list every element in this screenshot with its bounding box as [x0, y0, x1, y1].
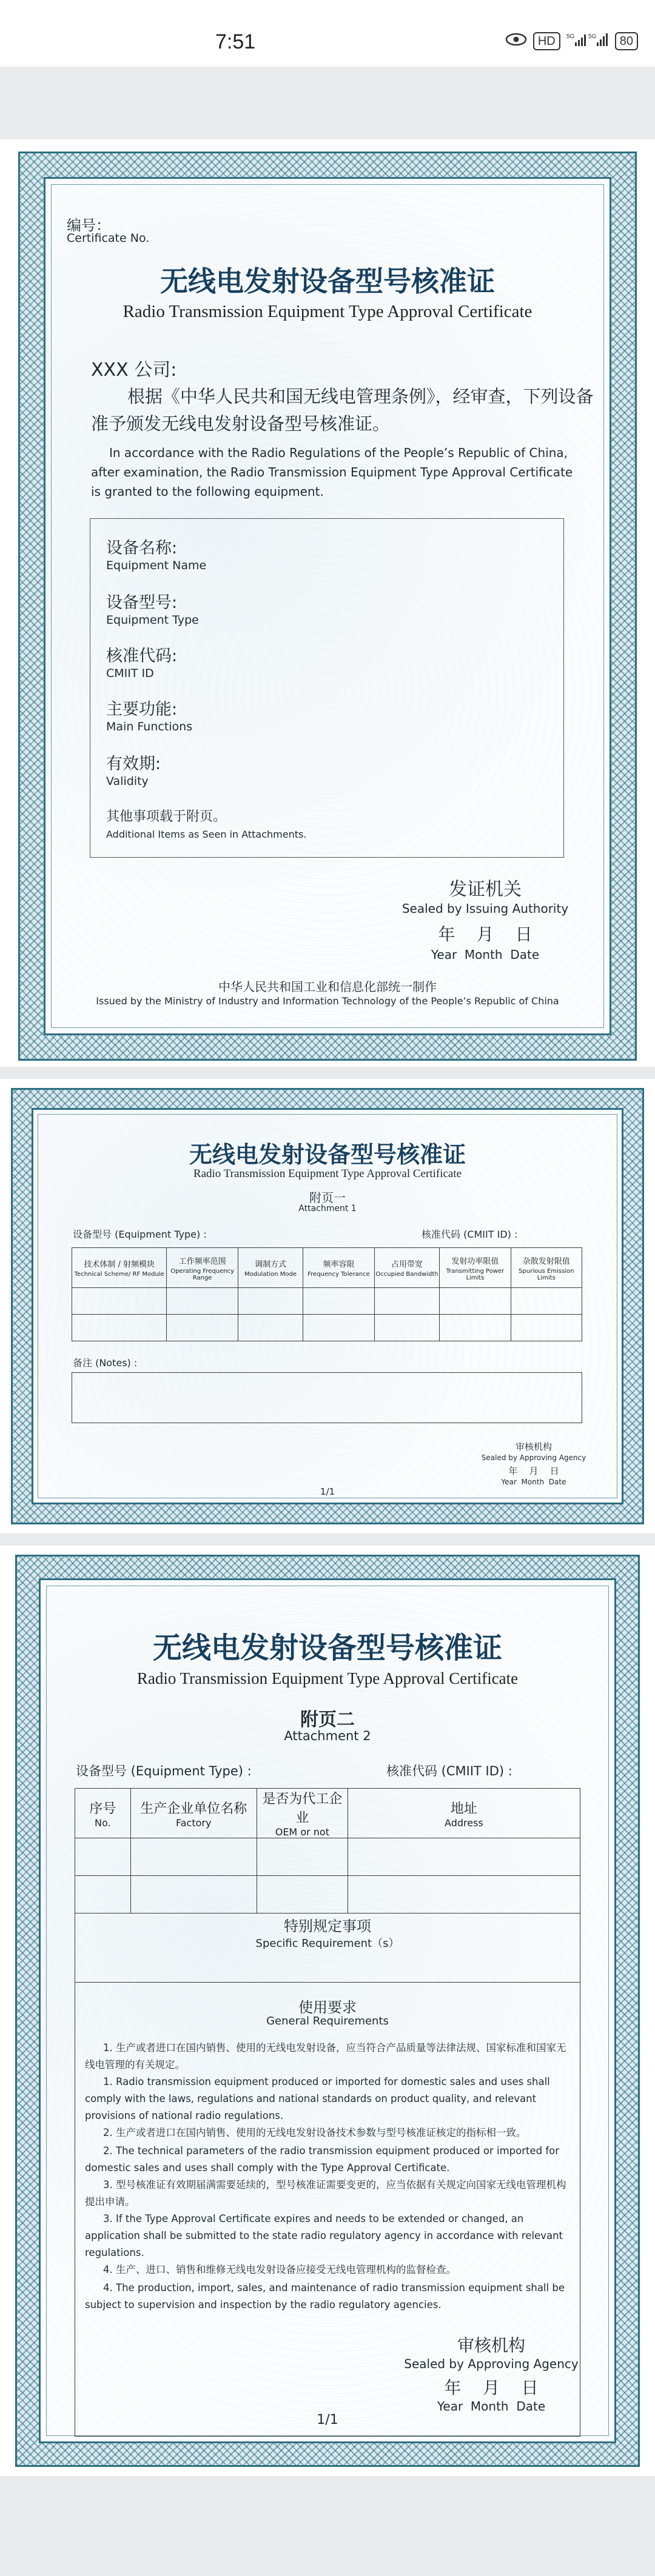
specific-requirements-title-en: Specific Requirement（s）: [255, 1937, 400, 1950]
field-validity-en: Validity: [106, 775, 149, 788]
top-gap: [0, 67, 655, 139]
table-row: [72, 1288, 582, 1315]
attachment-1-title-en: Radio Transmission Equipment Type Approval Certificate: [193, 1167, 462, 1180]
cmiit-id-label: 核准代码 (CMIIT ID) :: [386, 1764, 512, 1778]
intro-cn-1: 根据《中华人民共和国无线电管理条例》，经审查，下列设备: [127, 386, 594, 407]
requirement-item: 2. 生产或者进口在国内销售、使用的无线电发射设备技术参数与型号核准证核定的指标相一致。: [103, 2127, 526, 2138]
field-equipment-name: 设备名称:: [106, 539, 178, 558]
approving-agency-en: Sealed by Approving Agency: [404, 2357, 579, 2371]
attachment-2-title-en: Radio Transmission Equipment Type Approval Certificate: [136, 1669, 519, 1687]
attachment-1-label: 附页一: [309, 1190, 346, 1205]
status-time: 7:51: [215, 30, 256, 53]
issue-date: 年 月 日: [438, 924, 532, 944]
approval-date: 年 月 日: [444, 2378, 539, 2398]
table-header-row: [75, 1789, 580, 1838]
requirement-item: 3. If the Type Approval Certificate expires and needs to be extended or changed, an application shall be submitted to the state radio regulatory agency in accordance with relevant regulations.: [85, 2213, 563, 2258]
requirement-item: 2. The technical parameters of the radio transmission equipment produced or imported for domestic sales and uses shall comply with the Type Approval Certificate.: [85, 2145, 560, 2174]
column-header: 序号 No.: [75, 1789, 131, 1838]
intro-en-1: In accordance with the Radio Regulations of the People’s Republic of China,: [109, 445, 568, 460]
other-items-note: 其他事项载于附页。: [106, 809, 227, 824]
general-requirements-title: 使用要求: [298, 1999, 357, 2016]
intro-en-2: after examination, the Radio Transmission Equipment Type Approval Certificate: [91, 465, 573, 479]
field-main-functions: 主要功能:: [106, 700, 178, 719]
attachment-2-label: 附页二: [300, 1709, 355, 1730]
status-bar: [0, 0, 655, 67]
attachment-2-page: [0, 1546, 655, 2476]
page-number: 1/1: [317, 2412, 338, 2428]
field-equipment-name-en: Equipment Name: [106, 559, 207, 572]
issue-date-en: Year Month Date: [431, 947, 540, 962]
requirement-item: 4. 生产、进口、销售和维修无线电发射设备应接受无线电管理机构的监督检查。: [103, 2264, 456, 2275]
ministry-note-en: Issued by the Ministry of Industry and Information Technology of the People’s Republic of China: [96, 995, 559, 1007]
column-header: 发射功率限值 Transmitting Power Limits: [440, 1248, 511, 1288]
factory-table: [75, 1788, 580, 1914]
approval-date-en: Year Month Date: [437, 2399, 546, 2414]
field-main-functions-en: Main Functions: [106, 720, 193, 733]
bottom-gap: [0, 2476, 655, 2576]
approving-agency-en: Sealed by Approving Agency: [481, 1453, 586, 1462]
ministry-note: 中华人民共和国工业和信息化部统一制作: [218, 979, 437, 994]
column-header: 频率容限 Frequency Tolerance: [303, 1248, 374, 1288]
field-cmiit-id-en: CMIIT ID: [106, 667, 154, 680]
requirement-item: 1. Radio transmission equipment produced or imported for domestic sales and uses shall comply with the laws, regulations and national standards on product quality, and relevant provisions of national radio regulations.: [85, 2076, 550, 2121]
specific-requirements-title: 特别规定事项: [284, 1918, 371, 1935]
other-items-note-en: Additional Items as Seen in Attachments.: [106, 829, 307, 840]
notes-box: [72, 1372, 582, 1423]
field-equipment-type: 设备型号:: [106, 593, 178, 612]
requirement-item: 4. The production, import, sales, and maintenance of radio transmission equipment shall be subject to supervision and inspection by the radio regulatory agencies.: [85, 2282, 565, 2311]
attachment-1-title: 无线电发射设备型号核准证: [189, 1141, 466, 1168]
equipment-type-label: 设备型号 (Equipment Type) :: [76, 1764, 252, 1778]
field-equipment-type-en: Equipment Type: [106, 613, 199, 627]
technical-parameters-table: [72, 1247, 582, 1341]
signal-icon: [566, 32, 609, 51]
column-header: 生产企业单位名称 Factory: [130, 1789, 257, 1838]
table-header-row: [72, 1248, 582, 1288]
company-name: XXX 公司:: [91, 359, 177, 381]
approving-agency: 审核机构: [515, 1441, 552, 1452]
issuing-authority-en: Sealed by Issuing Authority: [401, 901, 569, 916]
column-header: 地址 Address: [348, 1789, 580, 1838]
certificate-page: [0, 139, 655, 1067]
requirement-item: 3. 型号核准证有效期届满需要延续的，型号核准证需要变更的，应当依据有关规定向国家无线电管理机构提出申请。: [85, 2179, 566, 2207]
general-requirements-title-en: General Requirements: [266, 2015, 389, 2027]
approval-date: 年 月 日: [508, 1466, 559, 1477]
status-icons: [505, 32, 638, 51]
notes-label: 备注 (Notes) :: [73, 1357, 138, 1369]
battery-icon: 80: [615, 32, 638, 50]
field-validity: 有效期:: [106, 755, 161, 773]
approving-agency: 审核机构: [457, 2335, 525, 2355]
column-header: 技术体制 / 射频模块 Technical Scheme/ RF Module: [72, 1248, 167, 1288]
column-header: 占用带宽 Occupied Bandwidth: [374, 1248, 440, 1288]
issuing-authority: 发证机关: [449, 879, 522, 900]
hd-badge: HD: [533, 32, 560, 50]
attachment-1-label-en: Attachment 1: [298, 1204, 357, 1213]
column-header: 工作频率范围 Operating Frequency Range: [167, 1248, 238, 1288]
eye-icon: [505, 32, 527, 50]
cert-no-label-en: Certificate No.: [67, 232, 150, 245]
cert-no-label: 编号：: [67, 217, 110, 234]
column-header: 调制方式 Modulation Mode: [238, 1248, 303, 1288]
intro-cn-2: 准予颁发无线电发射设备型号核准证。: [91, 413, 391, 434]
table-row: [72, 1315, 582, 1341]
attachment-2-title: 无线电发射设备型号核准证: [152, 1631, 502, 1665]
attachment-1-page: [0, 1079, 655, 1533]
svg-text:5G: 5G: [588, 33, 597, 40]
page-number: 1/1: [320, 1486, 335, 1497]
svg-text:5G: 5G: [566, 33, 575, 40]
attachment-2-label-en: Attachment 2: [284, 1729, 371, 1743]
approval-date-en: Year Month Date: [501, 1478, 566, 1486]
page-title: 无线电发射设备型号核准证: [160, 265, 495, 298]
column-header: 是否为代工企业 OEM or not: [257, 1789, 348, 1838]
page-title-en: Radio Transmission Equipment Type Approval Certificate: [123, 302, 532, 321]
field-cmiit-id: 核准代码:: [106, 647, 178, 666]
requirement-item: 1. 生产或者进口在国内销售、使用的无线电发射设备，应当符合产品质量等法律法规、国家标准和国家无线电管理的有关规定。: [85, 2042, 566, 2070]
table-row: [75, 1838, 580, 1876]
equipment-type-label: 设备型号 (Equipment Type) :: [73, 1229, 207, 1240]
column-header: 杂散发射限值 Spurious Emission Limits: [511, 1248, 582, 1288]
cmiit-id-label: 核准代码 (CMIIT ID) :: [422, 1229, 518, 1240]
intro-en-3: is granted to the following equipment.: [91, 484, 324, 499]
